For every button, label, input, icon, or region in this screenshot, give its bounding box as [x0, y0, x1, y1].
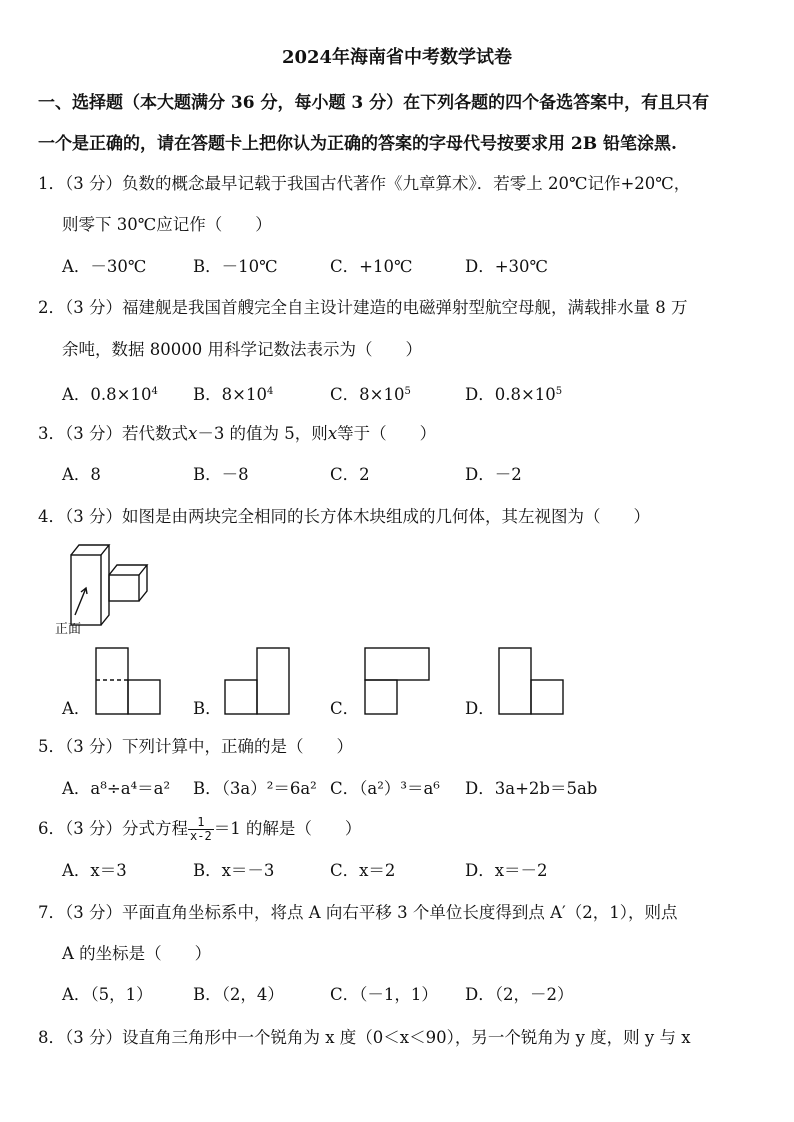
q3-option-a[interactable]: A．8: [62, 465, 101, 484]
q7-stem-line2: A 的坐标是（ ）: [62, 944, 212, 963]
q2-option-d[interactable]: D．$0.8\times 10^5$: [465, 385, 563, 404]
q7-option-d[interactable]: D．（2，－2）: [465, 985, 574, 1004]
q7-option-b[interactable]: B．（2，4）: [193, 985, 284, 1004]
q6-option-a[interactable]: A．x＝3: [62, 861, 127, 880]
q4-option-c-view: [364, 647, 434, 717]
q4-front-label: 正面: [55, 622, 82, 637]
q2-option-a[interactable]: A．$0.8\times 10^4$: [62, 385, 158, 404]
section-instructions-line1: 一、选择题（本大题满分 36 分，每小题 3 分）在下列各题的四个备选答案中，有且只有: [38, 93, 710, 113]
q5-option-c[interactable]: C．（a²）³＝a⁶: [330, 779, 440, 798]
q4-option-d[interactable]: D．: [465, 699, 495, 718]
q6-fraction: $\frac{1}{x-2}$: [190, 815, 212, 843]
q8-stem-line1: 8．（3 分）设直角三角形中一个锐角为 x 度（0＜x＜90），另一个锐角为 y 度，则 y 与 x: [38, 1028, 691, 1047]
q2-stem-line2: 余吨，数据 80000 用科学记数法表示为（ ）: [62, 340, 422, 359]
q7-stem-line1: 7．（3 分）平面直角坐标系中，将点 A 向右平移 3 个单位长度得到点 A′（2，1），则点: [38, 903, 678, 922]
q3-option-d[interactable]: D．－2: [465, 465, 522, 484]
q7-option-a[interactable]: A．（5，1）: [62, 985, 153, 1004]
q7-option-c[interactable]: C．（－1，1）: [330, 985, 438, 1004]
section-instructions-line2: 一个是正确的，请在答题卡上把你认为正确的答案的字母代号按要求用 2B 铅笔涂黑.: [38, 134, 677, 154]
q6-option-c[interactable]: C．x＝2: [330, 861, 396, 880]
q4-option-b[interactable]: B．: [193, 699, 222, 718]
q1-stem-line2: 则零下 30℃应记作（ ）: [62, 215, 272, 234]
q2-stem-line1: 2．（3 分）福建舰是我国首艘完全自主设计建造的电磁弹射型航空母舰，满载排水量 8 万: [38, 298, 688, 317]
q4-option-d-view: [498, 647, 568, 717]
q4-option-a-view: [95, 647, 165, 717]
q6-stem: 6．（3 分）分式方程 $\frac{1}{x-2}$ ＝1 的解是（ ）: [38, 815, 362, 843]
q3-stem: 3．（3 分）若代数式x－3 的值为 5，则x等于（ ）: [38, 424, 437, 443]
q4-option-b-view: [224, 647, 294, 717]
q2-option-b[interactable]: B．$8\times 10^4$: [193, 385, 274, 404]
q1-option-d[interactable]: D．+30℃: [465, 257, 549, 276]
q2-option-c[interactable]: C．$8\times 10^5$: [330, 385, 411, 404]
q1-option-c[interactable]: C．+10℃: [330, 257, 413, 276]
q5-option-b[interactable]: B．（3a）²＝6a²: [193, 779, 317, 798]
q4-stem: 4．（3 分）如图是由两块完全相同的长方体木块组成的几何体，其左视图为（ ）: [38, 507, 650, 526]
q6-option-d[interactable]: D．x＝－2: [465, 861, 548, 880]
page-title: 2024年海南省中考数学试卷: [281, 47, 513, 68]
q1-option-b[interactable]: B．－10℃: [193, 257, 278, 276]
q5-stem: 5．（3 分）下列计算中，正确的是（ ）: [38, 737, 353, 756]
q3-option-b[interactable]: B．－8: [193, 465, 249, 484]
q4-option-c[interactable]: C．: [330, 699, 360, 718]
q6-option-b[interactable]: B．x＝－3: [193, 861, 275, 880]
q1-stem-line1: 1．（3 分）负数的概念最早记载于我国古代著作《九章算术》．若零上 20℃记作+20℃，: [38, 174, 691, 193]
q5-option-d[interactable]: D．3a+2b＝5ab: [465, 779, 598, 798]
q3-option-c[interactable]: C．2: [330, 465, 370, 484]
q5-option-a[interactable]: A．a⁸÷a⁴＝a²: [62, 779, 171, 798]
q4-option-a[interactable]: A．: [62, 699, 91, 718]
q1-option-a[interactable]: A．－30℃: [62, 257, 147, 276]
